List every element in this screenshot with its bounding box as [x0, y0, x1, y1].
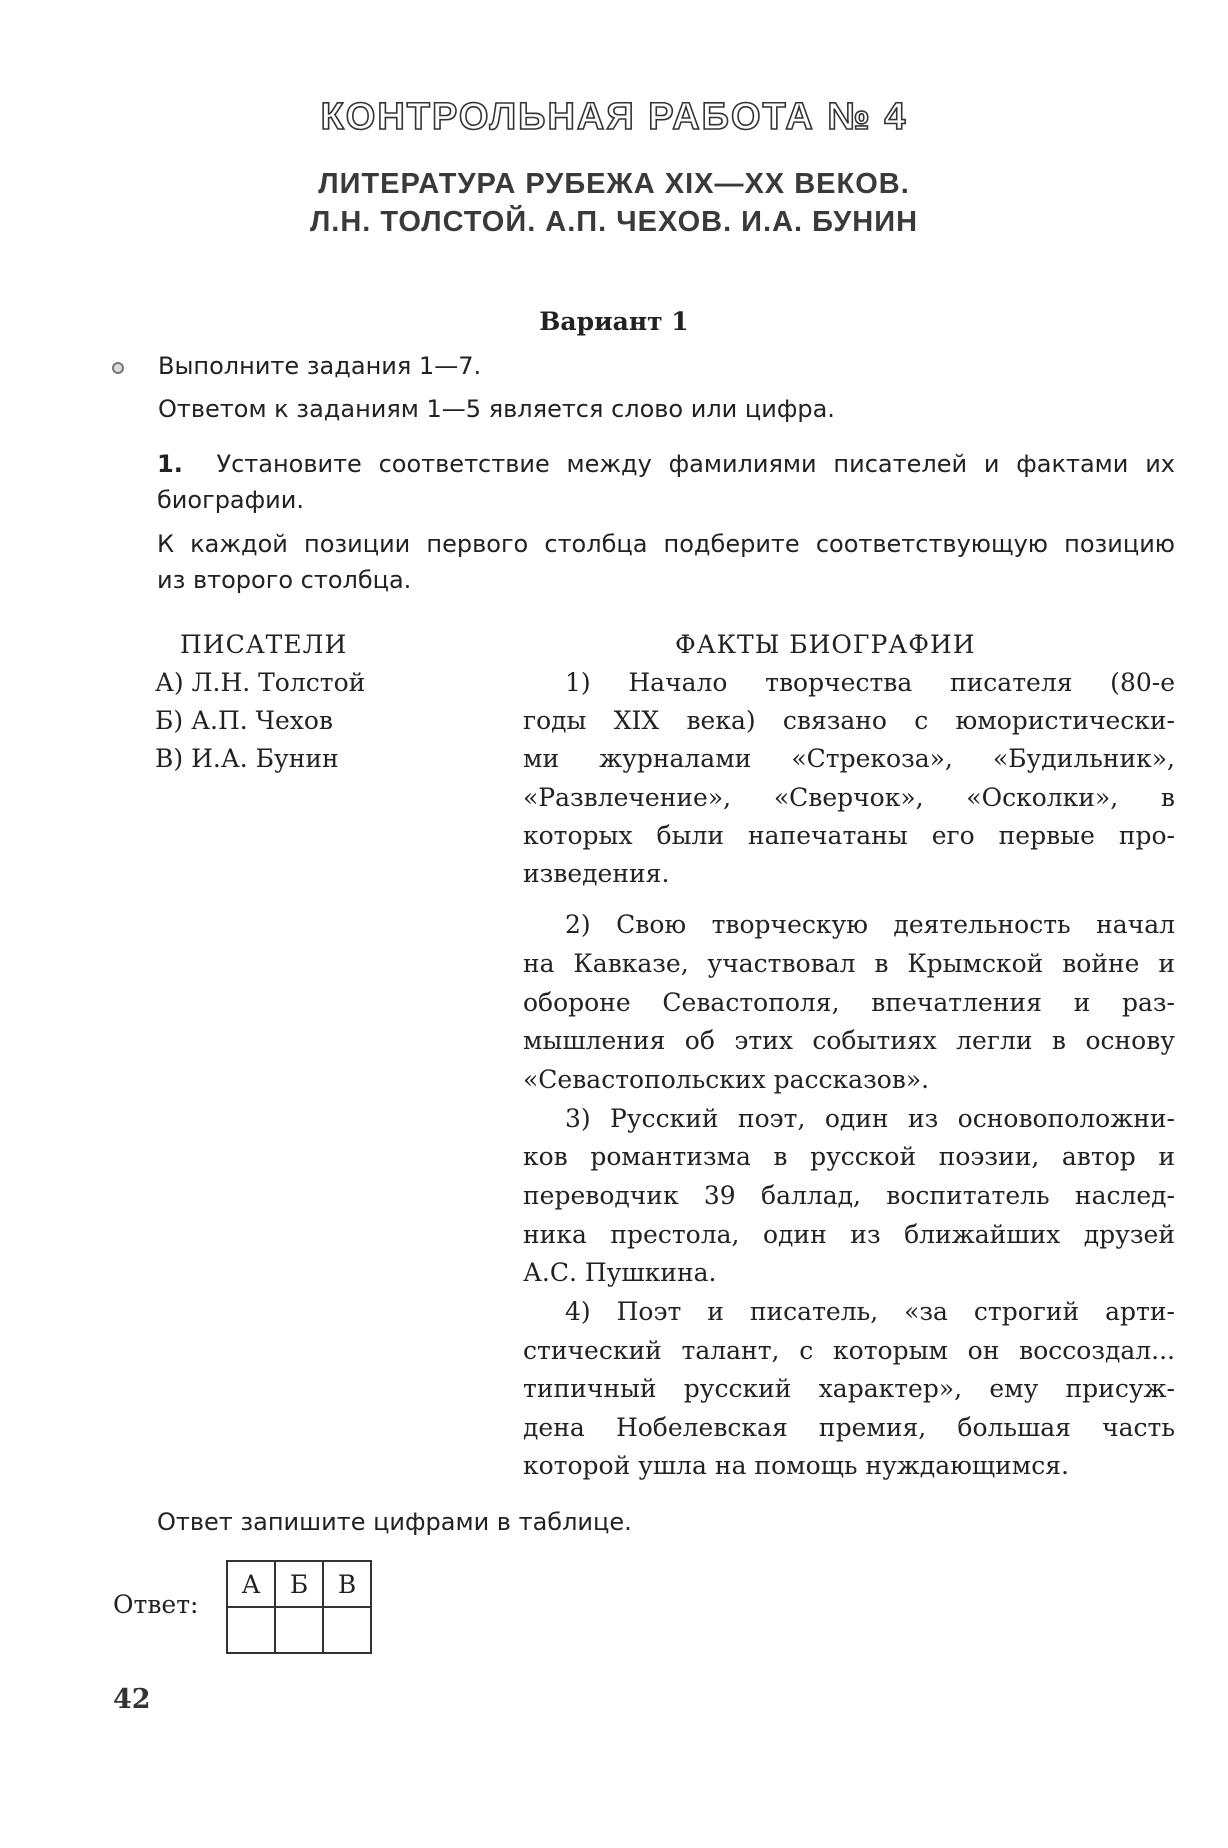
task-1-text-line-1	[157, 450, 1175, 478]
fact-1-line: 1) Начало творчества писателя (80-е	[565, 668, 1175, 697]
task-1-text-line-4: из второго столбца.	[157, 566, 412, 594]
fact-4-line: 4) Поэт и писатель, «за строгий арти-	[565, 1297, 1175, 1326]
task-1-text-line-3: К каждой позиции первого столбца подберите соответствующую позицию	[157, 530, 1175, 558]
answer-column-header: Б	[275, 1561, 323, 1607]
writer-item: А) Л.Н. Толстой	[155, 668, 366, 697]
fact-3-line: ника престола, один из ближайших друзей	[523, 1220, 1175, 1249]
fact-2-line: обороне Севастополя, впечатления и раз-	[523, 988, 1175, 1017]
task-1-text: Установите соответствие между фамилиями писателей и фактами их	[216, 450, 1175, 478]
fact-1-line: ми журналами «Стрекоза», «Будильник»,	[523, 744, 1175, 773]
fact-2-line: мышления об этих событиях легли в основу	[523, 1026, 1175, 1055]
subtitle-line-1: ЛИТЕРАТУРА РУБЕЖА XIX—XX ВЕКОВ.	[318, 168, 910, 200]
subtitle-line-2: Л.Н. ТОЛСТОЙ. А.П. ЧЕХОВ. И.А. БУНИН	[309, 206, 919, 238]
facts-column-header: ФАКТЫ БИОГРАФИИ	[675, 630, 976, 659]
answer-column-header: В	[323, 1561, 371, 1607]
fact-3-line: переводчик 39 баллад, воспитатель наслед-	[523, 1181, 1175, 1210]
fact-4-line: дена Нобелевская премия, большая часть	[523, 1413, 1175, 1442]
fact-3-line: ков романтизма в русской поэзии, автор и	[523, 1142, 1175, 1171]
bullet-icon	[112, 362, 124, 374]
answer-cell-a[interactable]	[227, 1607, 275, 1653]
task-1-text-line-2: биографии.	[157, 486, 304, 514]
fact-4-line: типичный русский характер», ему присуж-	[523, 1374, 1175, 1403]
fact-3-line: 3) Русский поэт, один из основоположни-	[565, 1104, 1175, 1133]
fact-1-line: которых были напечатаны его первые про-	[523, 821, 1175, 850]
fact-1-line: «Развлечение», «Сверчок», «Осколки», в	[523, 783, 1175, 812]
answer-table	[226, 1560, 372, 1654]
variant-heading: Вариант 1	[539, 307, 689, 336]
fact-4-line: стический талант, с которым он воссоздал...	[523, 1336, 1175, 1365]
writer-item: В) И.А. Бунин	[155, 744, 339, 773]
answer-cell-b[interactable]	[275, 1607, 323, 1653]
fact-4-line: которой ушла на помощь нуждающимся.	[523, 1451, 1069, 1480]
answer-cell-v[interactable]	[323, 1607, 371, 1653]
answer-column-header: А	[227, 1561, 275, 1607]
page-number: 42	[113, 1684, 151, 1715]
page-title: КОНТРОЛЬНАЯ РАБОТА № 4	[320, 96, 908, 138]
writer-item: Б) А.П. Чехов	[155, 706, 333, 735]
writers-column-header: ПИСАТЕЛИ	[180, 630, 348, 659]
answer-label: Ответ:	[113, 1590, 199, 1619]
fact-2-line: на Кавказе, участвовал в Крымской войне и	[523, 949, 1175, 978]
task-number: 1.	[157, 450, 183, 478]
fact-1-line: годы XIX века) связано с юмористически-	[523, 706, 1175, 735]
fact-2-line: 2) Свою творческую деятельность начал	[565, 910, 1175, 939]
instruction-line-1: Выполните задания 1—7.	[158, 352, 482, 380]
fact-2-line: «Севастопольских рассказов».	[523, 1065, 930, 1094]
fact-3-line: А.С. Пушкина.	[523, 1258, 717, 1287]
instruction-line-2: Ответом к заданиям 1—5 является слово или цифра.	[158, 395, 835, 423]
fact-1-line: изведения.	[523, 859, 670, 888]
answer-instruction: Ответ запишите цифрами в таблице.	[157, 1508, 632, 1536]
